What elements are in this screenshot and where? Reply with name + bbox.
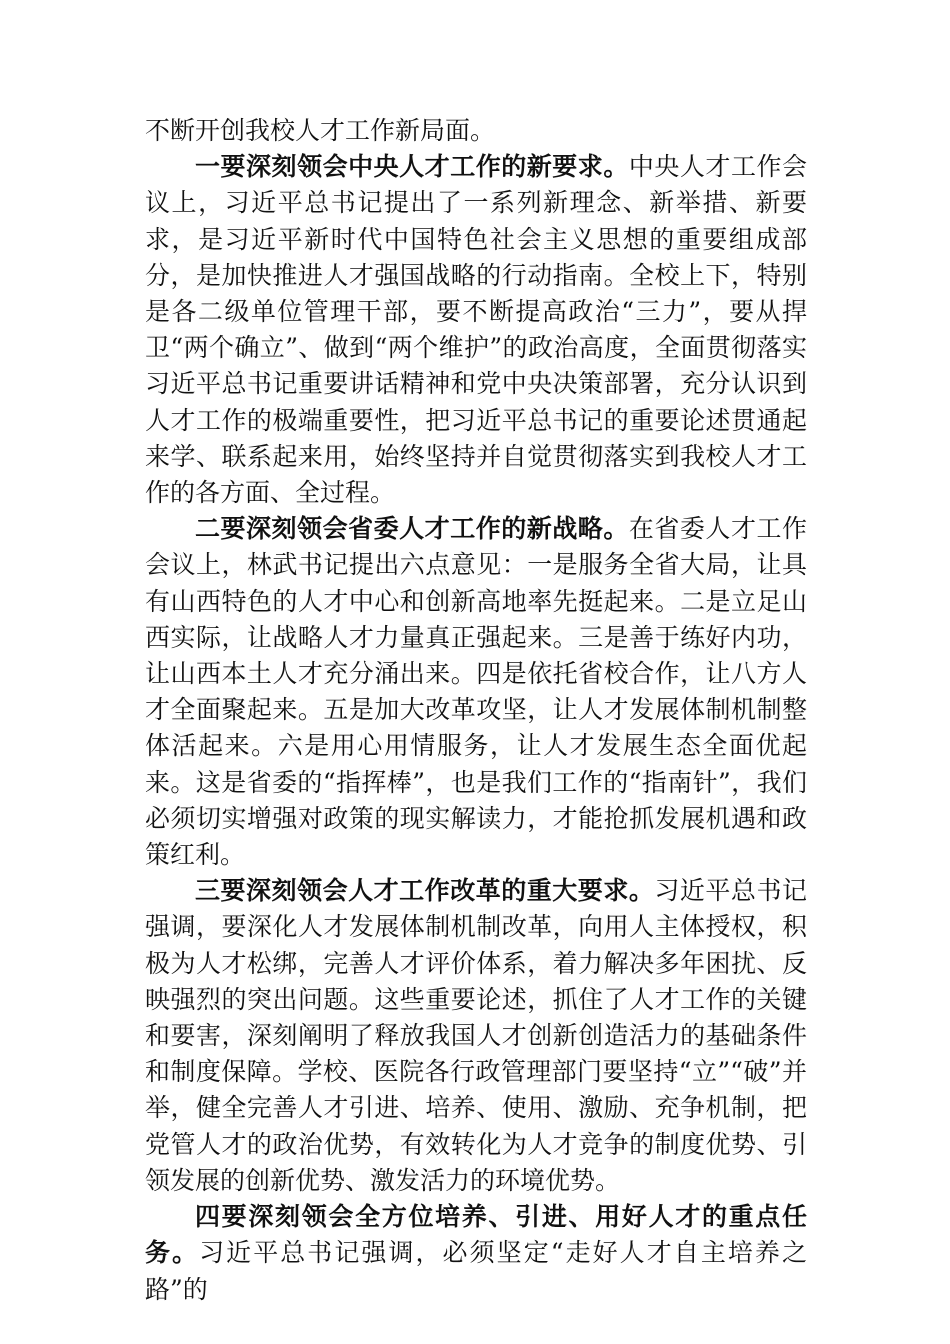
paragraph-3-heading: 三要深刻领会人才工作改革的重大要求。 bbox=[195, 876, 655, 906]
paragraph-2 bbox=[145, 511, 807, 873]
paragraph-4-text: 习近平总书记强调，必须坚定“走好人才自主培养之路”的 bbox=[145, 1238, 807, 1304]
paragraph-0 bbox=[145, 113, 807, 149]
paragraph-1-heading: 一要深刻领会中央人才工作的新要求。 bbox=[195, 152, 629, 182]
paragraph-3-text: 习近平总书记强调，要深化人才发展体制机制改革，向用人主体授权，积极为人才松绑，完善人才评价体系，着力解决多年困扰、反映强烈的突出问题。这些重要论述，抓住了人才工作的关键和要害，深刻阐明了释放我国人才创新创造活力的基础条件和制度保障。学校、医院各行政管理部门要坚持“立”“破”并举，健全完善人才引进、培养、使用、激励、充争机制，把党管人才的政治优势，有效转化为人才竞争的制度优势、引领发展的创新优势、激发活力的环境优势。 bbox=[145, 876, 807, 1195]
paragraph-2-text: 在省委人才工作会议上，林武书记提出六点意见：一是服务全省大局，让具有山西特色的人才中心和创新高地率先挺起来。二是立足山西实际，让战略人才力量真正强起来。三是善于练好内功，让山西本土人才充分涌出来。四是依托省校合作，让八方人才全面聚起来。五是加大改革攻坚，让人才发展体制机制整体活起来。六是用心用情服务，让人才发展生态全面优起来。这是省委的“指挥棒”，也是我们工作的“指南针”，我们必须切实增强对政策的现实解读力，才能抢抓发展机遇和政策红利。 bbox=[145, 514, 807, 870]
paragraph-3 bbox=[145, 873, 807, 1199]
paragraph-1 bbox=[145, 149, 807, 511]
paragraph-4 bbox=[145, 1199, 807, 1308]
paragraph-0-text: 不断开创我校人才工作新局面。 bbox=[145, 116, 496, 145]
document-page bbox=[145, 113, 807, 1308]
paragraph-1-text: 中央人才工作会议上，习近平总书记提出了一系列新理念、新举措、新要求，是习近平新时代中国特色社会主义思想的重要组成部分，是加快推进人才强国战略的行动指南。全校上下，特别是各二级单位管理干部，要不断提高政治“三力”，要从捍卫“两个确立”、做到“两个维护”的政治高度，全面贯彻落实习近平总书记重要讲话精神和党中央决策部署，充分认识到人才工作的极端重要性，把习近平总书记的重要论述贯通起来学、联系起来用，始终坚持并自觉贯彻落实到我校人才工作的各方面、全过程。 bbox=[145, 152, 807, 508]
paragraph-4-heading: 四要深刻领会全方位培养、引进、用好人才的重点任务。 bbox=[145, 1202, 807, 1268]
paragraph-2-heading: 二要深刻领会省委人才工作的新战略。 bbox=[195, 514, 629, 544]
